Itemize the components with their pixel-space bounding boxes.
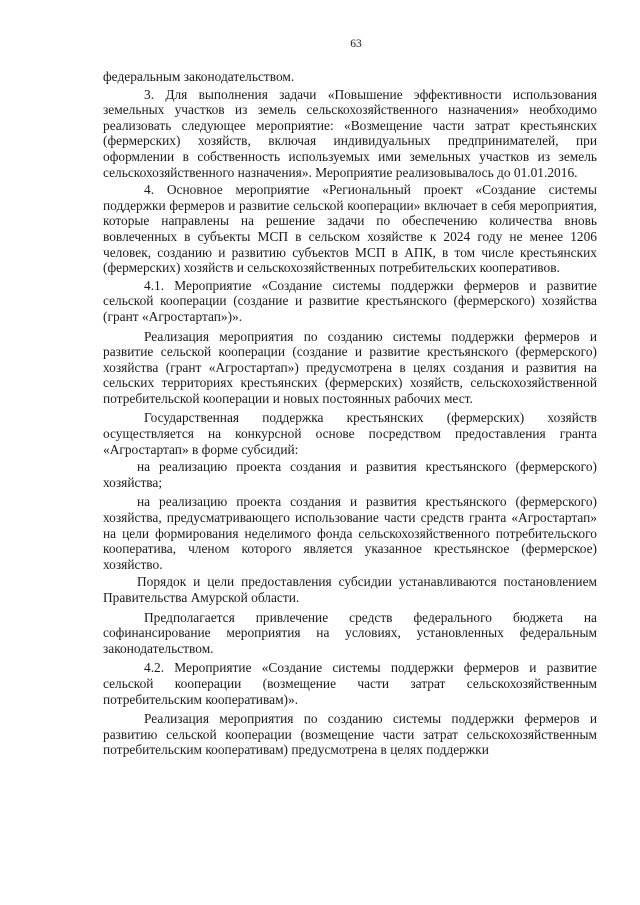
paragraph-implementation-4-1: Реализация мероприятия по созданию системы поддержки фермеров и развитие сельской кооперации (создание и развитие крестьянского (фермерского) хозяйства (грант «Агростартап») предусмотрена в целях создания и развития на сельских территориях крестьянских (фермерских) хозяйств, сельскохозяйственной потребительской кооперации и новых постоянных рабочих мест. [103,328,597,406]
paragraph-subsidy-option-2: на реализацию проекта создания и развития крестьянского (фермерского) хозяйства, предусматривающего использование части средств гранта «Агростартап» на цели формирования неделимого фонда сельскохозяйственного потребительского кооператива, членом которого является указанное крестьянское (фермерское) хозяйство. [103,494,597,572]
paragraph-implementation-4-2: Реализация мероприятия по созданию системы поддержки фермеров и развитию сельской кооперации (возмещение части затрат сельскохозяйственным потребительским кооперативам) предусмотрена в целях поддержки [103,711,597,758]
paragraph-procedure: Порядок и цели предоставления субсидии устанавливаются постановлением Правительства Амурской области. [103,574,597,605]
page-number: 63 [350,38,362,50]
paragraph-activity-4-2: 4.2. Мероприятие «Создание системы поддержки фермеров и развитие сельской кооперации (возмещение части затрат сельскохозяйственным потребительским кооперативам)». [103,660,597,707]
paragraph-federal-funding: Предполагается привлечение средств федерального бюджета на софинансирование мероприятия на условиях, установленных федеральным законодательством. [103,609,597,656]
document-page [103,38,597,760]
paragraph-state-support: Государственная поддержка крестьянских (фермерских) хозяйств осуществляется на конкурсной основе посредством предоставления гранта «Агростартап» в форме субсидий: [103,410,597,457]
paragraph-intro-tail: федеральным законодательством. [103,69,295,84]
paragraph-task-3: 3. Для выполнения задачи «Повышение эффективности использования земельных участков из земель сельскохозяйственного назначения» необходимо реализовать следующее мероприятие: «Возмещение части затрат крестьянских (фермерских) хозяйств, включая индивидуальных предпринимателей, при оформлении в собственность используемых ими земельных участков из земель сельскохозяйственного назначения». Мероприятие реализовывалось до 01.01.2016. [103,86,597,180]
paragraph-activity-4-1: 4.1. Мероприятие «Создание системы поддержки фермеров и развитие сельской кооперации (создание и развитие крестьянского (фермерского) хозяйства (грант «Агростартап»)». [103,277,597,324]
paragraph-main-activity-4: 4. Основное мероприятие «Региональный проект «Создание системы поддержки фермеров и развитие сельской кооперации» включает в себя мероприятия, которые направлены на решение задачи по обеспечению количества вновь вовлеченных в субъекты МСП в сельском хозяйстве к 2024 году не менее 1206 человек, созданию и развитию субъектов МСП в АПК, в том числе крестьянских (фермерских) хозяйств и сельскохозяйственных потребительских кооперативов. [103,182,597,276]
paragraph-subsidy-option-1: на реализацию проекта создания и развития крестьянского (фермерского) хозяйства; [103,459,597,490]
